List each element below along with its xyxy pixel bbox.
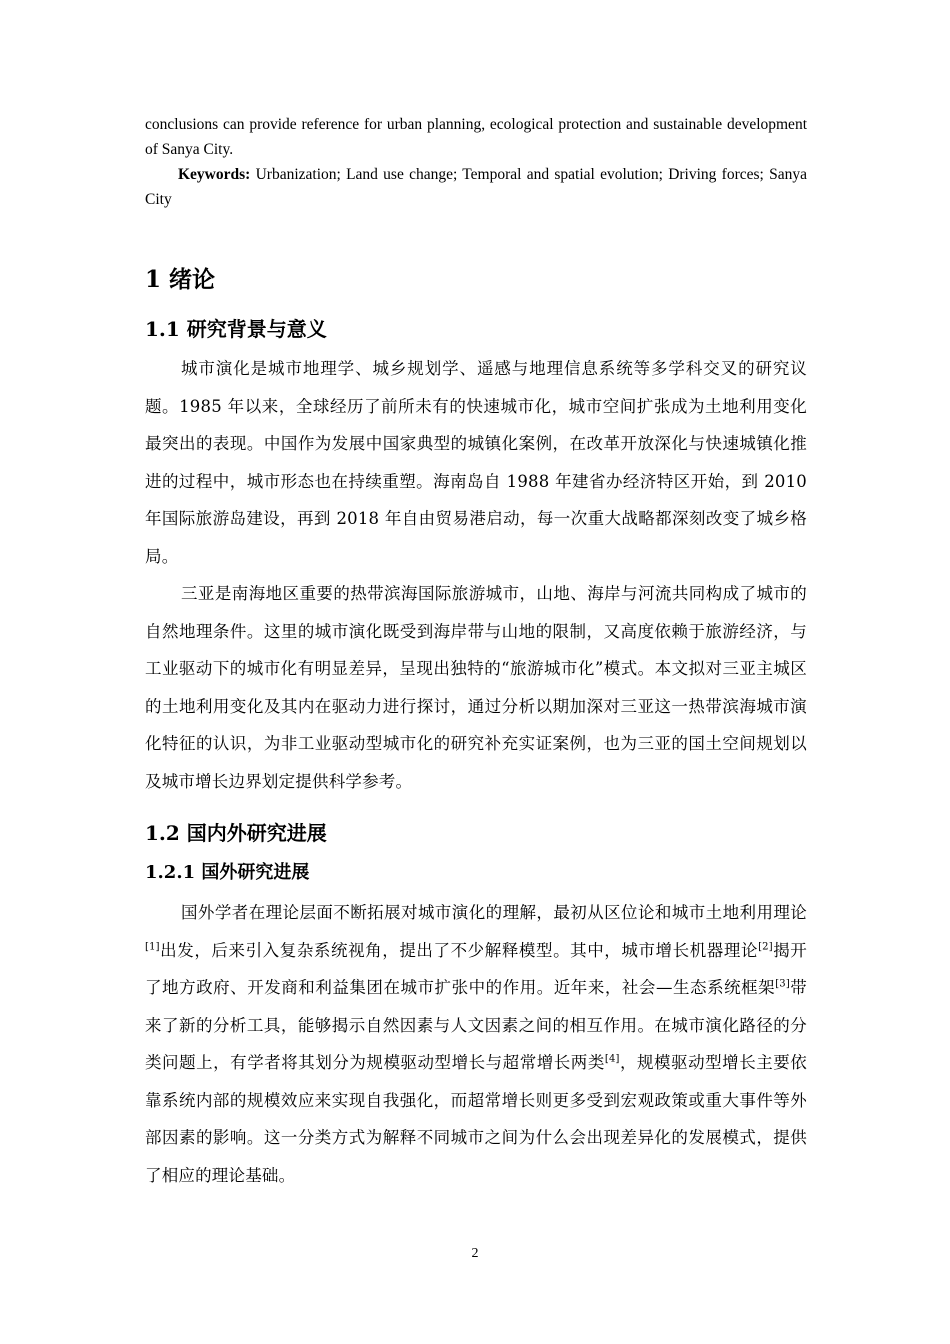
keywords-label: Keywords:: [178, 166, 251, 183]
paragraph-3-part-c: 揭开了地方政府、开发商和利益集团在城市扩张中的作用。近年来，社会—生态系统框架: [145, 940, 807, 997]
paragraph-3-part-b: 出发，后来引入复杂系统视角，提出了不少解释模型。其中，城市增长机器理论: [159, 940, 759, 960]
keywords-line: [145, 162, 807, 212]
paragraph-3: [145, 894, 807, 1194]
paragraph-3-part-a: 国外学者在理论层面不断拓展对城市演化的理解，最初从区位论和城市土地利用理论: [181, 903, 807, 922]
citation-4[interactable]: [4]: [604, 1053, 620, 1065]
citation-2[interactable]: [2]: [758, 941, 773, 952]
paragraph-2: 三亚是南海地区重要的热带滨海国际旅游城市，山地、海岸与河流共同构成了城市的自然地理条件。这里的城市演化既受到海岸带与山地的限制，又高度依赖于旅游经济，与工业驱动下的城市化有明显差异，呈现出独特的“旅游城市化”模式。本文拟对三亚主城区的土地利用变化及其内在驱动力进行探讨，通过分析以期加深对三亚这一热带滨海城市演化特征的认识，为非工业驱动型城市化的研究补充实证案例，也为三亚的国土空间规划以及城市增长边界划定提供科学参考。: [145, 584, 807, 791]
keywords-text: Urbanization; Land use change; Temporal and spatial evolution; Driving forces; Sanya City: [145, 166, 807, 208]
paragraph-1: 城市演化是城市地理学、城乡规划学、遥感与地理信息系统等多学科交叉的研究议题。1985 年以来，全球经历了前所未有的快速城市化，城市空间扩张成为土地利用变化最突出的表现。中国作为发展中国家典型的城镇化案例，在改革开放深化与快速城镇化推进的过程中，城市形态也在持续重塑。海南岛自 1988 年建省办经济特区开始，到 2010 年国际旅游岛建设，再到 2018 年自由贸易港启动，每一次重大战略都深刻改变了城乡格局。: [145, 359, 807, 566]
paragraph-3-part-d: 带来了新的分析工具，能够揭示自然因素与人文因素之间的相互作用。在城市演化路径的分类问题上，有学者将其划分为规模驱动型增长与超常增长两类: [145, 978, 808, 1072]
chapter-title: 1 绪论: [145, 266, 216, 293]
section-1-2-heading: 1.2 国内外研究进展: [145, 821, 327, 845]
page-number: 2: [471, 1246, 479, 1261]
abstract-tail: conclusions can provide reference for urban planning, ecological protection and sustainable development of Sanya City.: [145, 116, 807, 158]
citation-3[interactable]: [3]: [775, 978, 790, 990]
citation-1[interactable]: [1]: [145, 941, 160, 952]
section-1-1-heading: 1.1 研究背景与意义: [145, 317, 327, 341]
paragraph-3-part-e: ，规模驱动型增长主要依靠系统内部的规模效应来实现自我强化，而超常增长则更多受到宏观政策或重大事件等外部因素的影响。这一分类方式为解释不同城市之间为什么会出现差异化的发展模式，提供了相应的理论基础。: [145, 1053, 807, 1185]
page-body: [145, 112, 807, 1194]
section-1-2-1-heading: 1.2.1 国外研究进展: [145, 862, 310, 883]
